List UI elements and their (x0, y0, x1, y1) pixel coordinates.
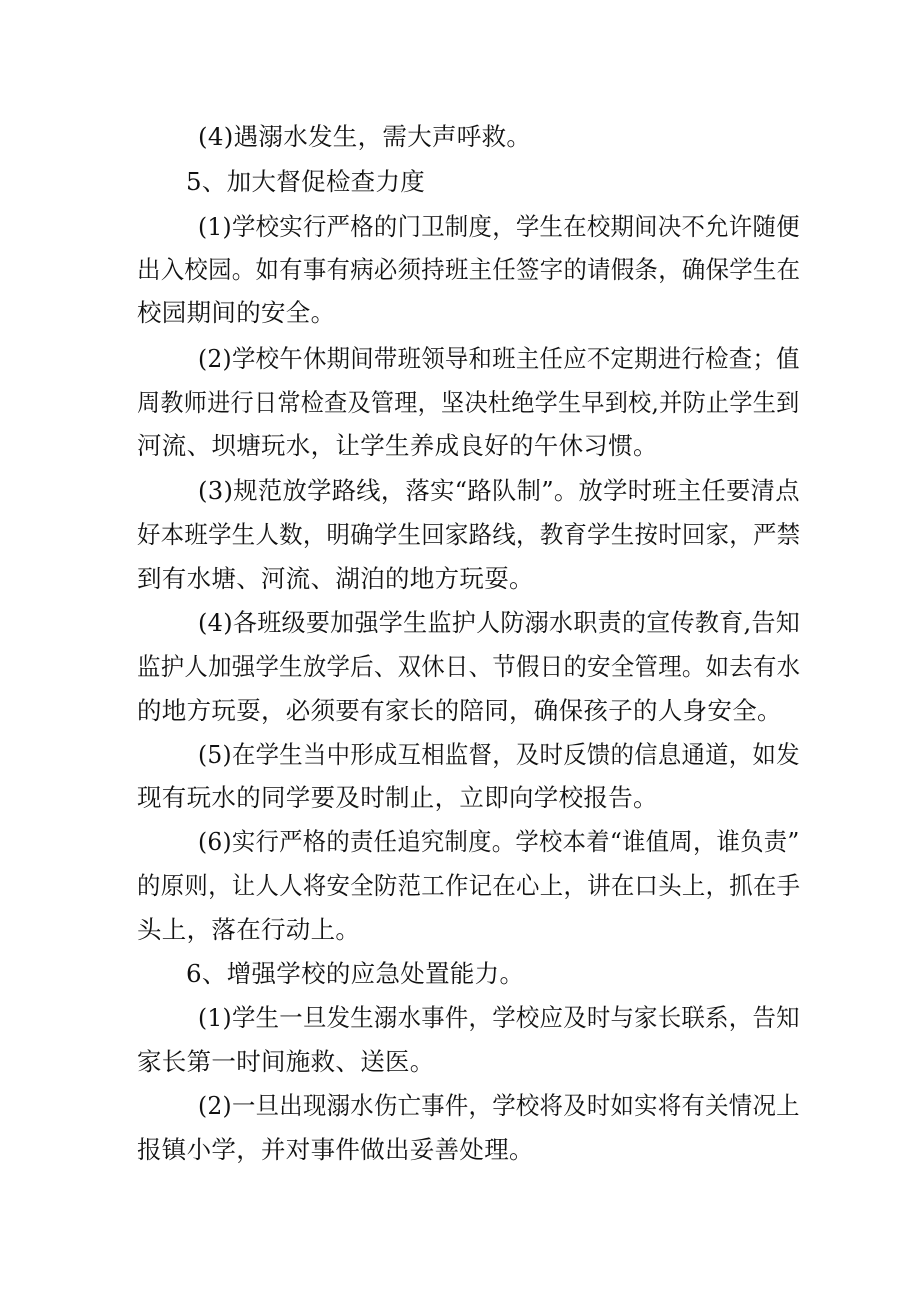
paragraph-line: (5)在学生当中形成互相监督，及时反馈的信息通道，如发 (198, 740, 800, 769)
paragraph-line: 好本班学生人数，明确学生回家路线，教育学生按时回家，严禁 (137, 520, 801, 549)
paragraph-line: (1)学校实行严格的门卫制度，学生在校期间决不允许随便 (198, 212, 800, 241)
paragraph-line: 头上，落在行动上。 (137, 915, 361, 944)
paragraph-line: 现有玩水的同学要及时制止，立即向学校报告。 (137, 783, 658, 812)
paragraph-line: 的原则，让人人将安全防范工作记在心上，讲在口头上，抓在手 (137, 871, 801, 900)
paragraph-line: 河流、坝塘玩水，让学生养成良好的午休习惯。 (137, 431, 658, 460)
paragraph-line: (3)规范放学路线，落实“路队制”。放学时班主任要清点 (198, 476, 800, 505)
paragraph-line: 校园期间的安全。 (137, 298, 336, 327)
paragraph-line: (2)学校午休期间带班领导和班主任应不定期进行检查；值 (198, 344, 800, 373)
paragraph-line: 到有水塘、河流、湖泊的地方玩耍。 (137, 564, 534, 593)
paragraph-line: (1)学生一旦发生溺水事件，学校应及时与家长联系，告知 (198, 1003, 800, 1032)
paragraph-line: 的地方玩耍，必须要有家长的陪同，确保孩子的人身安全。 (137, 696, 782, 725)
paragraph-line: 监护人加强学生放学后、双休日、节假日的安全管理。如去有水 (137, 652, 801, 681)
paragraph-line: (2)一旦出现溺水伤亡事件，学校将及时如实将有关情况上 (198, 1091, 800, 1120)
paragraph-line: (6)实行严格的责任追究制度。学校本着“谁值周，谁负责” (198, 827, 800, 856)
paragraph-line: 家长第一时间施救、送医。 (137, 1047, 435, 1076)
paragraph-line: (4)各班级要加强学生监护人防溺水职责的宣传教育,告知 (198, 608, 801, 637)
paragraph-line: 周教师进行日常检查及管理，坚决杜绝学生早到校,并防止学生到 (137, 388, 800, 417)
paragraph-line: (4)遇溺水发生，需大声呼救。 (198, 122, 532, 151)
section-heading: 6、增强学校的应急处置能力。 (186, 959, 525, 988)
paragraph-line: 出入校园。如有事有病必须持班主任签字的请假条，确保学生在 (137, 255, 801, 284)
paragraph-line: 报镇小学，并对事件做出妥善处理。 (137, 1135, 534, 1164)
section-heading: 5、加大督促检查力度 (186, 167, 426, 196)
